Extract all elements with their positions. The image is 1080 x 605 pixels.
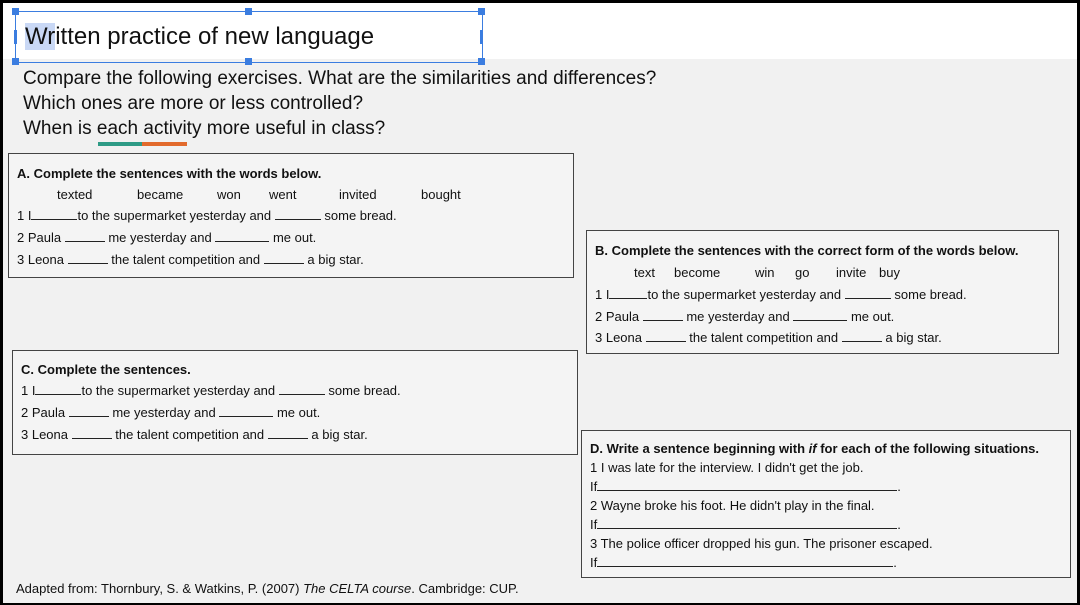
exercise-c-heading: C. Complete the sentences.	[21, 362, 191, 377]
exercise-b-word: buy	[879, 265, 900, 280]
slide-title[interactable]	[25, 22, 374, 52]
exercise-b-word: go	[795, 265, 810, 280]
exercise-a-word: won	[217, 187, 241, 202]
title-rest-text: itten practice of new language	[55, 23, 375, 50]
exercise-a-sentence-1: 1 I to the supermarket yesterday and some bread.	[17, 208, 397, 223]
exercise-b-sentence-1: 1 I to the supermarket yesterday and some bread.	[595, 287, 967, 302]
exercise-c-sentence-1: 1 I to the supermarket yesterday and some bread.	[21, 383, 401, 398]
exercise-c-sentence-2: 2 Paula me yesterday and me out.	[21, 405, 321, 420]
exercise-b-sentence-2: 2 Paula me yesterday and me out.	[595, 309, 895, 324]
resize-handle-bottom-right[interactable]	[478, 58, 485, 65]
exercise-d-item-2: 2 Wayne broke his foot. He didn't play in the final.	[590, 498, 875, 513]
resize-handle-left[interactable]	[14, 30, 17, 44]
exercise-b-box	[586, 230, 1059, 354]
exercise-a-heading: A. Complete the sentences with the words below.	[17, 166, 322, 181]
exercise-d-item-3: 3 The police officer dropped his gun. The prisoner escaped.	[590, 536, 933, 551]
exercise-d-heading: D. Write a sentence beginning with if for each of the following situations.	[590, 441, 1040, 456]
exercise-a-word: became	[137, 187, 184, 202]
accent-underline-orange	[142, 142, 187, 146]
exercise-b-word: win	[755, 265, 775, 280]
resize-handle-top-left[interactable]	[12, 8, 19, 15]
exercise-b-heading: B. Complete the sentences with the correct form of the words below.	[595, 243, 1019, 258]
exercise-d-box	[581, 430, 1071, 578]
exercise-b-sentence-3: 3 Leona the talent competition and a big star.	[595, 330, 942, 345]
exercise-d-item-1: 1 I was late for the interview. I didn't get the job.	[590, 460, 864, 475]
exercise-d-answer-2: If .	[590, 517, 901, 532]
title-selected-text: Wr	[25, 23, 56, 50]
exercise-c-sentence-3: 3 Leona the talent competition and a big star.	[21, 427, 368, 442]
exercise-a-sentence-2: 2 Paula me yesterday and me out.	[17, 230, 317, 245]
exercise-a-word: invited	[339, 187, 377, 202]
accent-underline-teal	[98, 142, 142, 146]
source-citation: Adapted from: Thornbury, S. & Watkins, P. (2007) The CELTA course. Cambridge: CUP.	[16, 581, 519, 596]
exercise-b-word: invite	[836, 265, 867, 280]
exercise-a-word: went	[269, 187, 297, 202]
question-1: Compare the following exercises. What are the similarities and differences?	[23, 68, 657, 89]
resize-handle-top-center[interactable]	[245, 8, 252, 15]
exercise-a-word: texted	[57, 187, 93, 202]
resize-handle-right[interactable]	[480, 30, 483, 44]
exercise-a-word: bought	[421, 187, 461, 202]
question-2: Which ones are more or less controlled?	[23, 93, 364, 114]
resize-handle-top-right[interactable]	[478, 8, 485, 15]
resize-handle-bottom-center[interactable]	[245, 58, 252, 65]
exercise-a-box	[8, 153, 574, 278]
exercise-c-box	[12, 350, 578, 455]
exercise-d-answer-3: If .	[590, 555, 897, 570]
exercise-b-word: text	[634, 265, 655, 280]
exercise-a-sentence-3: 3 Leona the talent competition and a big star.	[17, 252, 364, 267]
slide-canvas[interactable]	[3, 3, 1077, 603]
exercise-b-word: become	[674, 265, 721, 280]
exercise-d-answer-1: If .	[590, 479, 901, 494]
resize-handle-bottom-left[interactable]	[12, 58, 19, 65]
question-3: When is each activity more useful in class?	[23, 118, 386, 139]
